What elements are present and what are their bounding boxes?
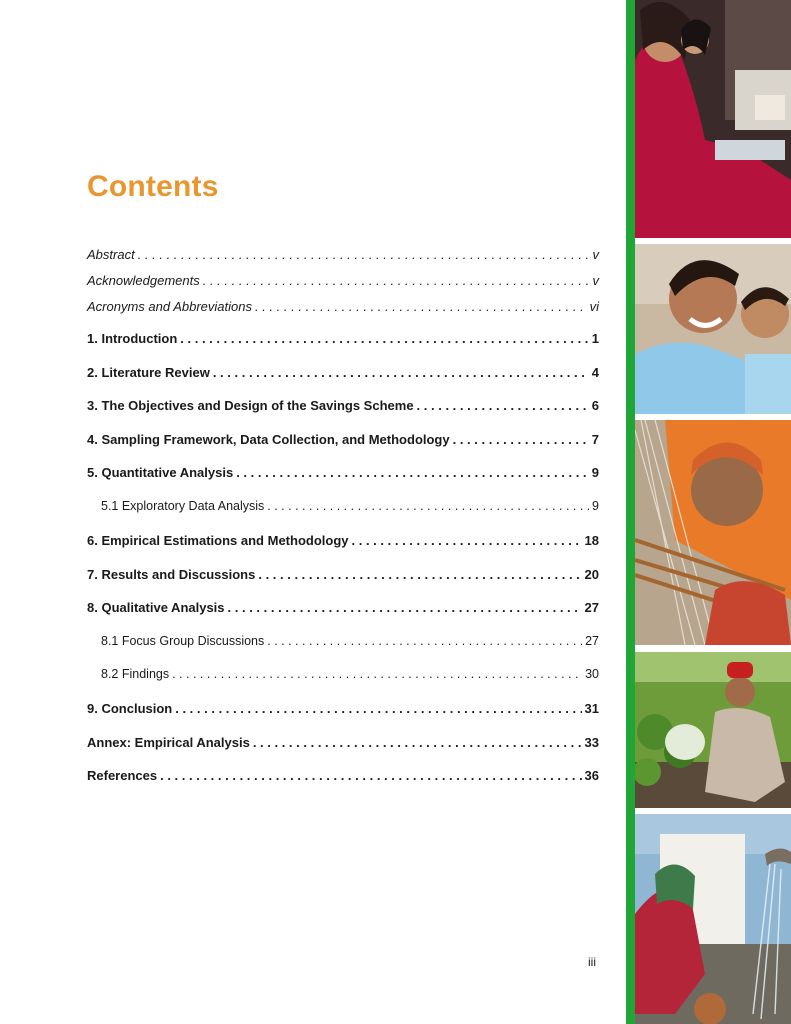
toc-dot-leader — [453, 432, 589, 447]
toc-entry-label: Annex: Empirical Analysis — [87, 735, 250, 750]
toc-entry-label: 9. Conclusion — [87, 701, 173, 716]
toc-entry-page: 6 — [591, 398, 599, 413]
toc-entry-page: 27 — [584, 600, 599, 615]
toc-entry[interactable] — [87, 735, 599, 755]
toc-entry-label: Acronyms and Abbreviations — [87, 299, 252, 314]
toc-dot-leader — [255, 299, 587, 314]
toc-entry-label: 8. Qualitative Analysis — [87, 600, 225, 615]
toc-entry-label: 5. Quantitative Analysis — [87, 465, 234, 480]
toc-subentry[interactable] — [101, 499, 599, 519]
toc-entry-page: 36 — [584, 768, 599, 783]
toc-dot-leader — [236, 465, 589, 480]
toc-dot-leader — [228, 600, 582, 615]
toc-dot-leader — [138, 247, 590, 262]
toc-dot-leader — [203, 273, 590, 288]
toc-entry[interactable] — [87, 600, 599, 620]
toc-entry-label: 4. Sampling Framework, Data Collection, and Methodology — [87, 432, 450, 447]
page-title: Contents — [87, 170, 219, 203]
toc-dot-leader — [172, 667, 582, 681]
toc-entry[interactable] — [87, 331, 599, 351]
toc-entry-page: 33 — [584, 735, 599, 750]
toc-dot-leader — [160, 768, 581, 783]
toc-entry-page: 18 — [584, 533, 599, 548]
toc-dot-leader — [175, 701, 581, 716]
page-number: iii — [588, 955, 596, 969]
toc-entry-label: 5.1 Exploratory Data Analysis — [101, 499, 265, 513]
toc-entry[interactable] — [87, 533, 599, 553]
toc-entry-page: v — [592, 247, 599, 262]
toc-entry-page: 9 — [591, 465, 599, 480]
toc-dot-leader — [267, 499, 589, 513]
toc-entry[interactable] — [87, 273, 599, 293]
toc-entry-label: Acknowledgements — [87, 273, 200, 288]
toc-entry[interactable] — [87, 247, 599, 267]
toc-entry-page: v — [592, 273, 599, 288]
toc-entry-label: Abstract — [87, 247, 135, 262]
toc-entry[interactable] — [87, 701, 599, 721]
toc-entry[interactable] — [87, 768, 599, 788]
toc-entry[interactable] — [87, 299, 599, 319]
toc-entry[interactable] — [87, 365, 599, 385]
toc-dot-leader — [258, 567, 581, 582]
toc-entry-page: 4 — [591, 365, 599, 380]
toc-dot-leader — [180, 331, 588, 346]
toc-entry-label: 8.2 Findings — [101, 667, 170, 681]
toc-entry-label: 3. The Objectives and Design of the Savings Scheme — [87, 398, 414, 413]
woman-weaving-photo — [635, 420, 791, 645]
toc-entry-page: 30 — [585, 667, 599, 681]
toc-entry-page: 1 — [591, 331, 599, 346]
toc-entry-label: 7. Results and Discussions — [87, 567, 256, 582]
toc-entry[interactable] — [87, 432, 599, 452]
toc-entry-page: 27 — [585, 634, 599, 648]
toc-dot-leader — [253, 735, 582, 750]
smiling-boys-photo — [635, 244, 791, 414]
green-accent-bar — [626, 0, 635, 1024]
toc-dot-leader — [213, 365, 589, 380]
women-at-water-pump-photo — [635, 814, 791, 1024]
toc-entry-page: 9 — [592, 499, 599, 513]
women-sewing-photo — [635, 0, 791, 238]
toc-entry[interactable] — [87, 398, 599, 418]
toc-entry-label: References — [87, 768, 158, 783]
toc-entry-label: 2. Literature Review — [87, 365, 210, 380]
toc-dot-leader — [352, 533, 582, 548]
toc-entry[interactable] — [87, 465, 599, 485]
toc-entry[interactable] — [87, 567, 599, 587]
toc-entry-page: 31 — [584, 701, 599, 716]
toc-dot-leader — [267, 634, 582, 648]
toc-subentry[interactable] — [101, 667, 599, 687]
toc-dot-leader — [417, 398, 589, 413]
toc-subentry[interactable] — [101, 634, 599, 654]
toc-entry-label: 8.1 Focus Group Discussions — [101, 634, 265, 648]
toc-entry-page: 20 — [584, 567, 599, 582]
farmer-with-melon-photo — [635, 652, 791, 808]
toc-entry-label: 6. Empirical Estimations and Methodology — [87, 533, 349, 548]
photo-strip — [635, 0, 791, 1024]
toc-entry-label: 1. Introduction — [87, 331, 178, 346]
toc-entry-page: vi — [589, 299, 599, 314]
toc-entry-page: 7 — [591, 432, 599, 447]
